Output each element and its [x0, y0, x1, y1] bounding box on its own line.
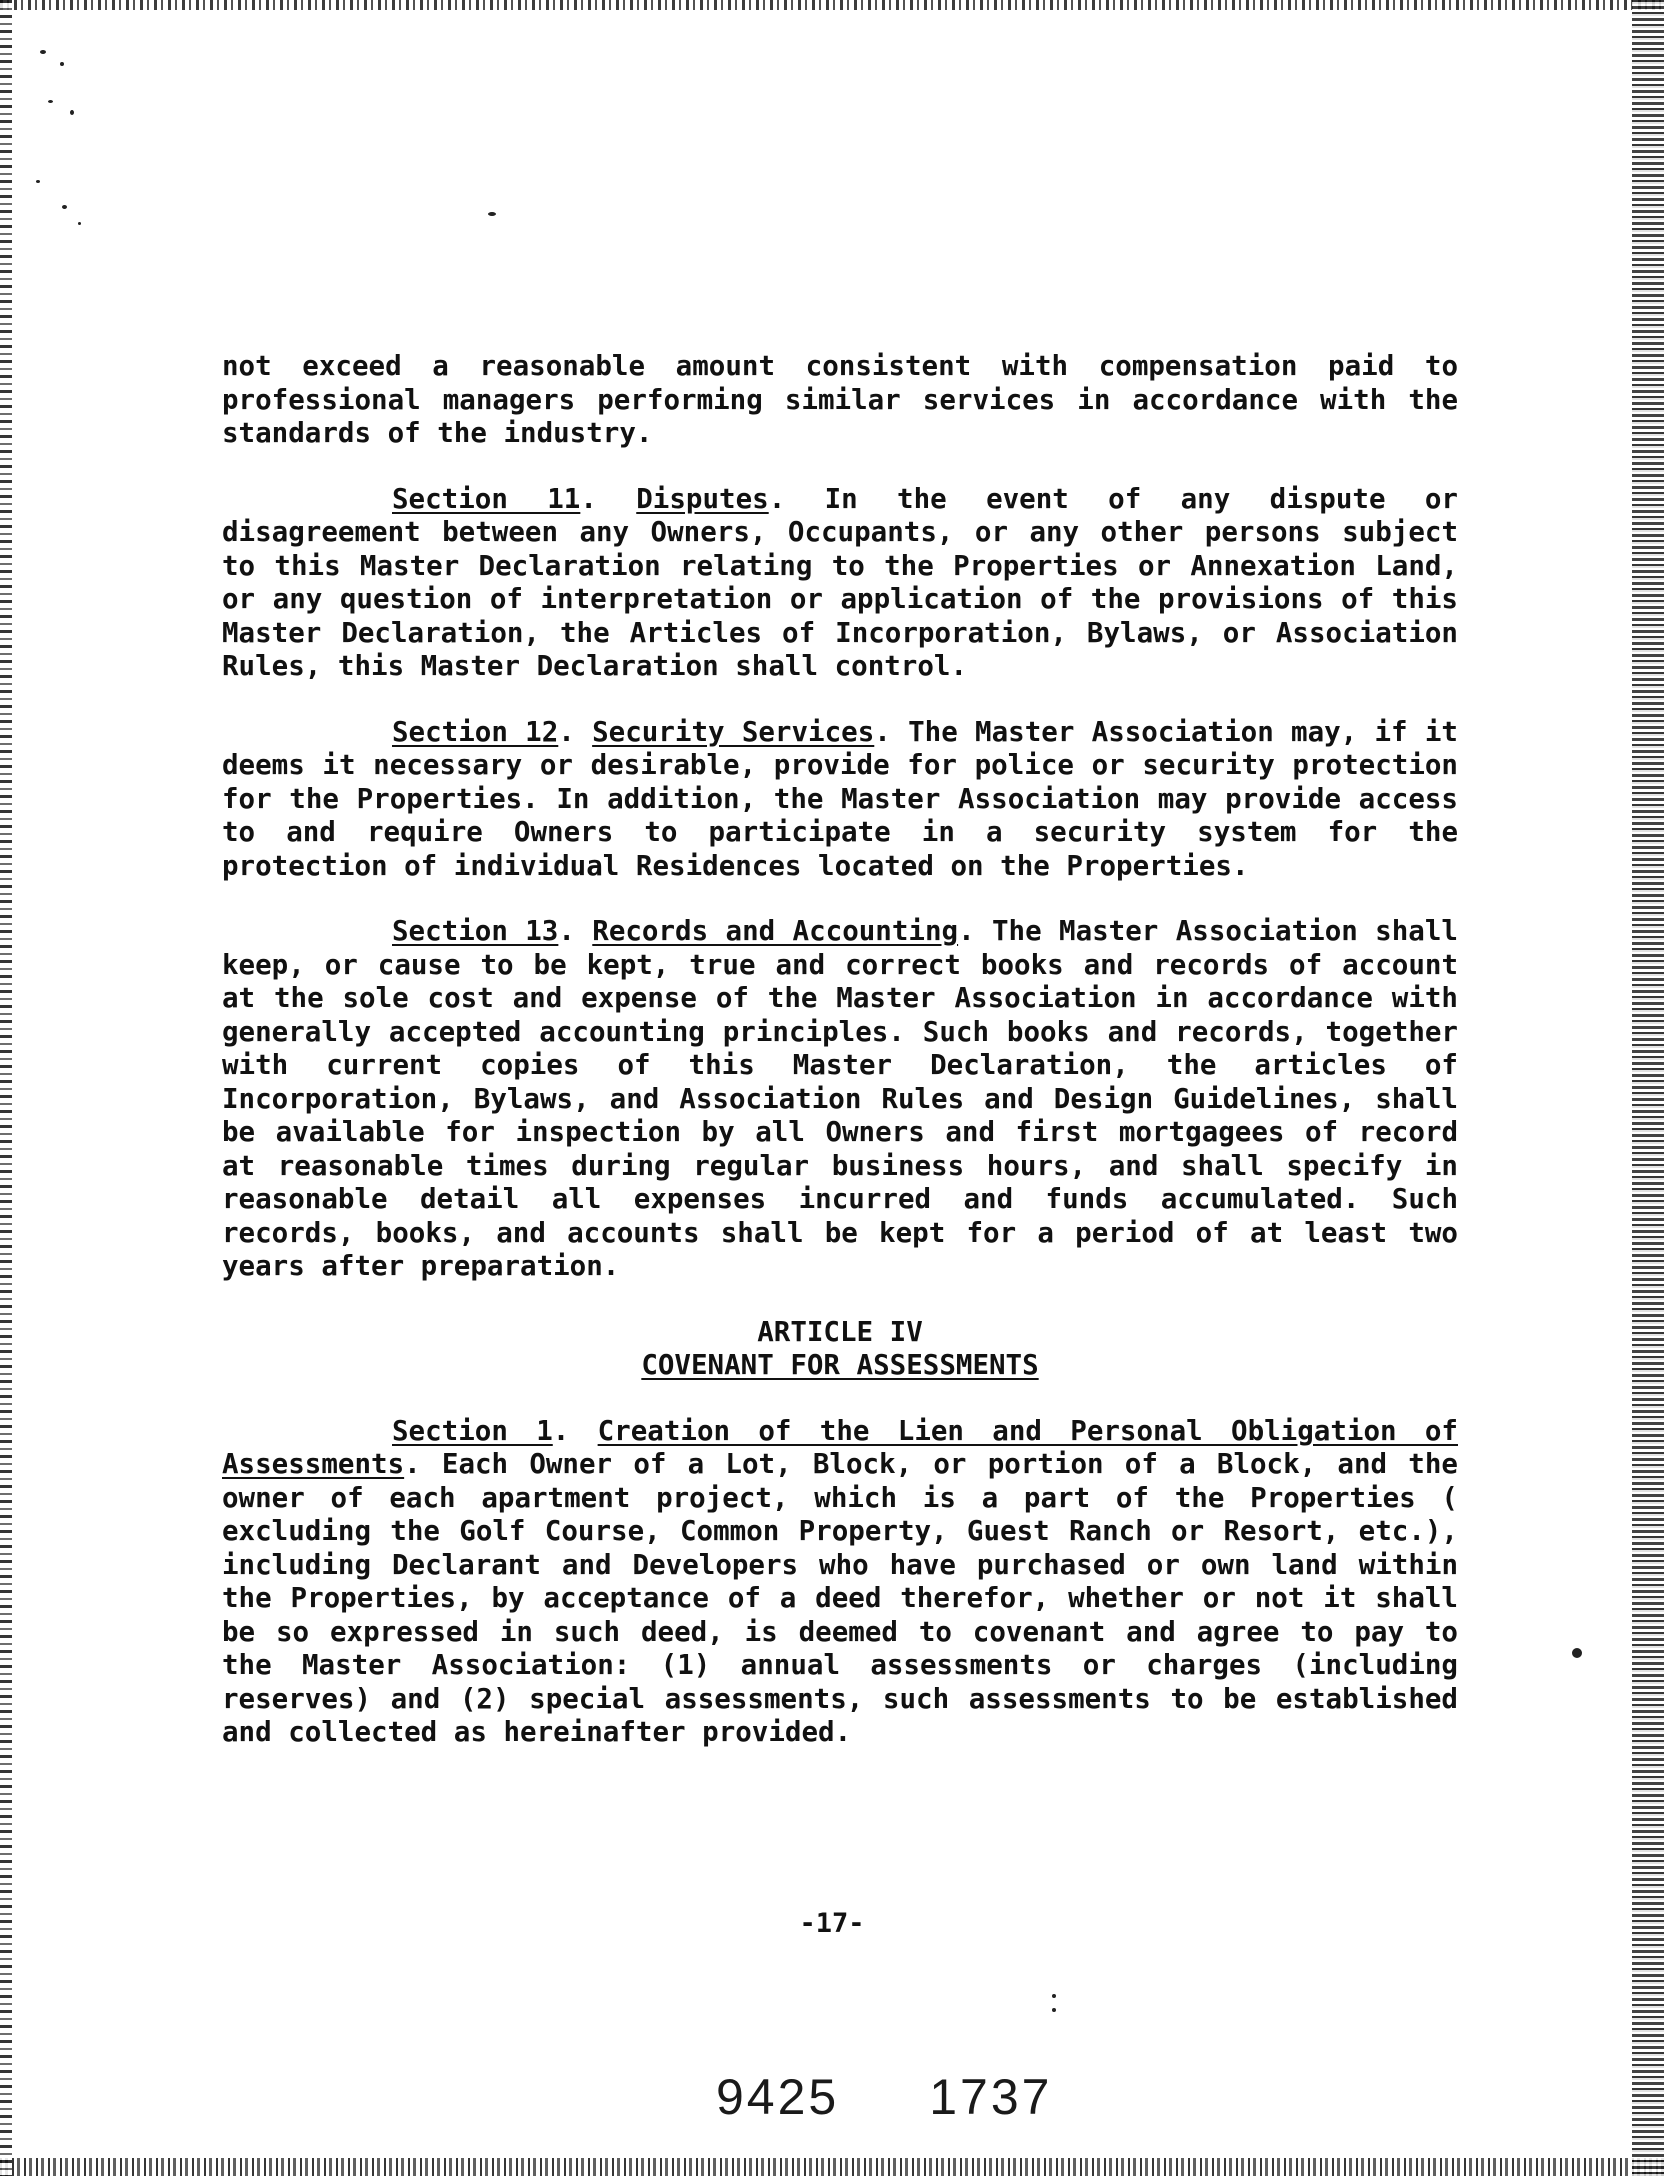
section-number: Section 11	[392, 482, 581, 515]
page-number: -17-	[799, 1908, 865, 1939]
section-title: Security Services	[592, 715, 875, 748]
section-text: Each Owner of a Lot, Block, or portion of a Block, and the owner of each apartment project, which is a part of the Properties ( excluding the Golf Course, Common Property, Guest Ranch or Resort, etc.), including Declarant and Developers who have purchased or own land within the Properties, by acceptance of a deed therefor, whether or not it shall be so expressed in such deed, is deemed to covenant and agree to pay to the Master Association: (1) annual assessments or charges (including reserves) and (2) special assessments, such assessments to be established and collected as hereinafter provided.	[222, 1448, 1458, 1748]
document-body	[222, 350, 1458, 1782]
section-number: Section 1	[392, 1414, 553, 1447]
bates-stamp	[716, 2068, 1052, 2126]
section-12-paragraph: Section 12. Security Services. The Master Association may, if it deems it necessary or desirable, provide for police or security protection for the Properties. In addition, the Master Association may provide access to and require Owners to participate in a security system for the protection of individual Residences located on the Properties.	[222, 715, 1458, 882]
section-11-paragraph: Section 11. Disputes. In the event of any dispute or disagreement between any Owners, Occupants, or any other persons subject to this Master Declaration relating to the Properties or Annexation Land, or any question of interpretation or application of the provisions of this Master Declaration, the Articles of Incorporation, Bylaws, or Association Rules, this Master Declaration shall control.	[222, 482, 1458, 682]
article-heading: ARTICLE IV	[757, 1315, 923, 1348]
stamp-left: 9425	[716, 2069, 840, 2125]
paragraph-continuation: not exceed a reasonable amount consistent with compensation paid to professional managers performing similar services in accordance with the standards of the industry.	[222, 350, 1458, 449]
scan-edge-right	[1632, 0, 1664, 2176]
section-number: Section 12	[392, 715, 559, 748]
section-text: In the event of any dispute or disagreement between any Owners, Occupants, or any other persons subject to this Master Declaration relating to the Properties or Annexation Land, or any question of interpretation or application of the provisions of this Master Declaration, the Articles of Incorporation, Bylaws, or Association Rules, this Master Declaration shall control.	[222, 482, 1458, 682]
section-13-paragraph: Section 13. Records and Accounting. The Master Association shall keep, or cause to be kept, true and correct books and records of account at the sole cost and expense of the Master Association in accordance with generally accepted accounting principles. Such books and records, together with current copies of this Master Declaration, the articles of Incorporation, Bylaws, and Association Rules and Design Guidelines, shall be available for inspection by all Owners and first mortgagees of record at reasonable times during regular business hours, and shall specify in reasonable detail all expenses incurred and funds accumulated. Such records, books, and accounts shall be kept for a period of at least two years after preparation.	[222, 915, 1458, 1282]
section-text: The Master Association shall keep, or cause to be kept, true and correct books and records of account at the sole cost and expense of the Master Association in accordance with generally accepted accounting principles. Such books and records, together with current copies of this Master Declaration, the articles of Incorporation, Bylaws, and Association Rules and Design Guidelines, shall be available for inspection by all Owners and first mortgagees of record at reasonable times during regular business hours, and shall specify in reasonable detail all expenses incurred and funds accumulated. Such records, books, and accounts shall be kept for a period of at least two years after preparation.	[222, 915, 1458, 1282]
section-1-paragraph: Section 1. Creation of the Lien and Personal Obligation of Assessments. Each Owner of a Lot, Block, or portion of a Block, and the owner of each apartment project, which is a part of the Properties ( excluding the Golf Course, Common Property, Guest Ranch or Resort, etc.), including Declarant and Developers who have purchased or own land within the Properties, by acceptance of a deed therefor, whether or not it shall be so expressed in such deed, is deemed to covenant and agree to pay to the Master Association: (1) annual assessments or charges (including reserves) and (2) special assessments, such assessments to be established and collected as hereinafter provided.	[222, 1414, 1458, 1748]
scan-edge-left	[0, 0, 12, 2176]
section-title: Disputes	[636, 482, 769, 515]
scan-edge-top	[0, 0, 1664, 10]
scan-edge-bottom	[0, 2158, 1664, 2176]
article-subheading	[222, 1349, 1458, 1383]
stamp-right: 1737	[929, 2069, 1053, 2125]
section-text: The Master Association may, if it deems it necessary or desirable, provide for police or security protection for the Properties. In addition, the Master Association may provide access to and require Owners to participate in a security system for the protection of individual Residences located on the Properties.	[222, 715, 1458, 882]
section-number: Section 13	[392, 915, 559, 947]
section-title: Creation of the Lien and Personal Obligation of Assessments	[222, 1414, 1458, 1480]
article-subheading-text: COVENANT FOR ASSESSMENTS	[641, 1349, 1039, 1381]
section-title: Records and Accounting	[592, 915, 959, 947]
